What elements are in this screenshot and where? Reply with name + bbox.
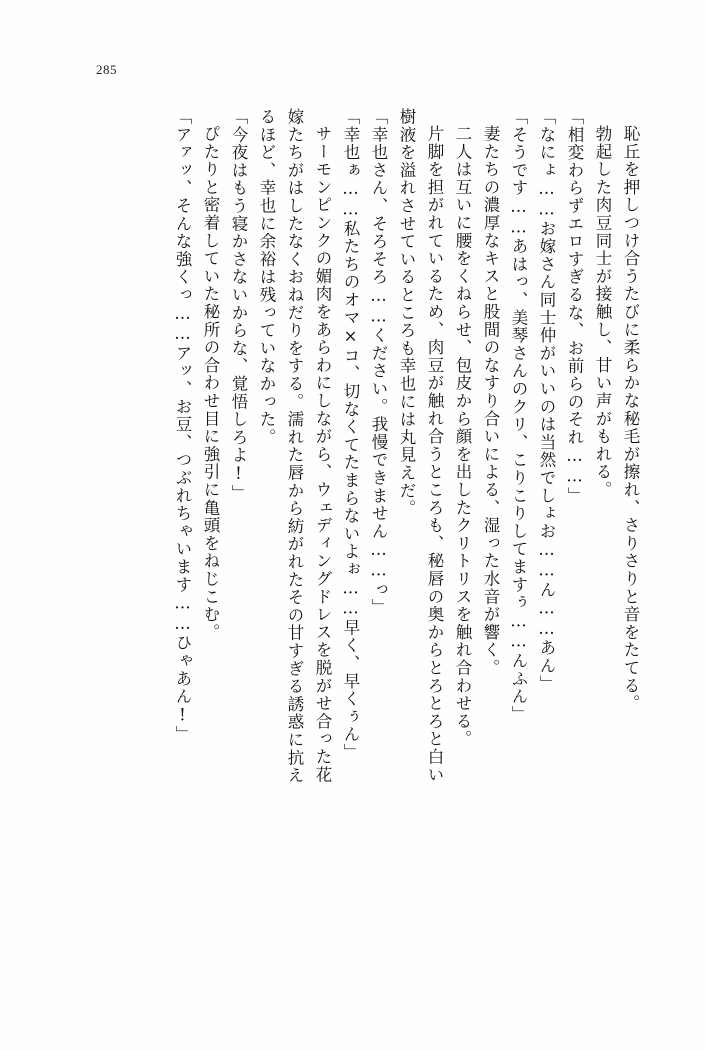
text-line: 恥丘を押しつけ合うたびに柔らかな秘毛が擦れ、さりさりと音をたてる。 [621, 125, 640, 713]
text-line: 「幸也さん、そろそろ……ください。我慢できません……っ」 [369, 108, 388, 617]
text-line: 樹液を溢れさせているところも幸也には丸見えだ。 [397, 108, 416, 518]
text-line: サーモンピンクの媚肉をあらわにしながら、ウェディングドレスを脱がせ合った花 [313, 125, 332, 784]
text-line: 「なにょ……お嫁さん同士仲がいいのは当然でしょお……ん……あん」 [537, 108, 556, 693]
text-line: 「幸也ぁ……私たちのオマ×コ、切なくてたまらないよぉ……早く、早くぅん」 [341, 108, 360, 762]
text-line: ぴたりと密着していた秘所の合わせ目に強引に亀頭をねじこむ。 [201, 125, 220, 642]
text-line: 勃起した肉豆同士が接触し、甘い声がもれる。 [593, 125, 612, 499]
text-line: 片脚を担がれているため、肉豆が触れ合うところも、秘唇の奥からとろとろと白い [425, 125, 444, 784]
text-line: るほど、幸也に余裕は残っていなかった。 [257, 108, 276, 447]
text-line: 「相変わらずエロすぎるな、お前らのそれ……」 [565, 108, 584, 505]
vertical-body-text [62, 108, 644, 898]
text-line: 「アァッ、そんな強くっ……アッ、お豆、つぶれちゃいます……ひゃあん!」 [173, 108, 192, 744]
text-line: 二人は互いに腰をくねらせ、包皮から顔を出したクリトリスを触れ合わせる。 [453, 125, 472, 748]
text-line: 「今夜はもう寝かさないからな、覚悟しろよ!」 [229, 108, 248, 503]
text-line: 妻たちの濃厚なキスと股間のなすり合いによる、湿った水音が響く。 [481, 125, 500, 677]
text-line: 嫁たちがはしたなくおねだりをする。濡れた唇から紡がれたその甘すぎる誘惑に抗え [285, 108, 304, 785]
page-number: 285 [96, 62, 117, 77]
text-line: 「そうです……あはっ、美琴さんのクリ、こりこりしてますぅ……んふん」 [509, 108, 528, 724]
